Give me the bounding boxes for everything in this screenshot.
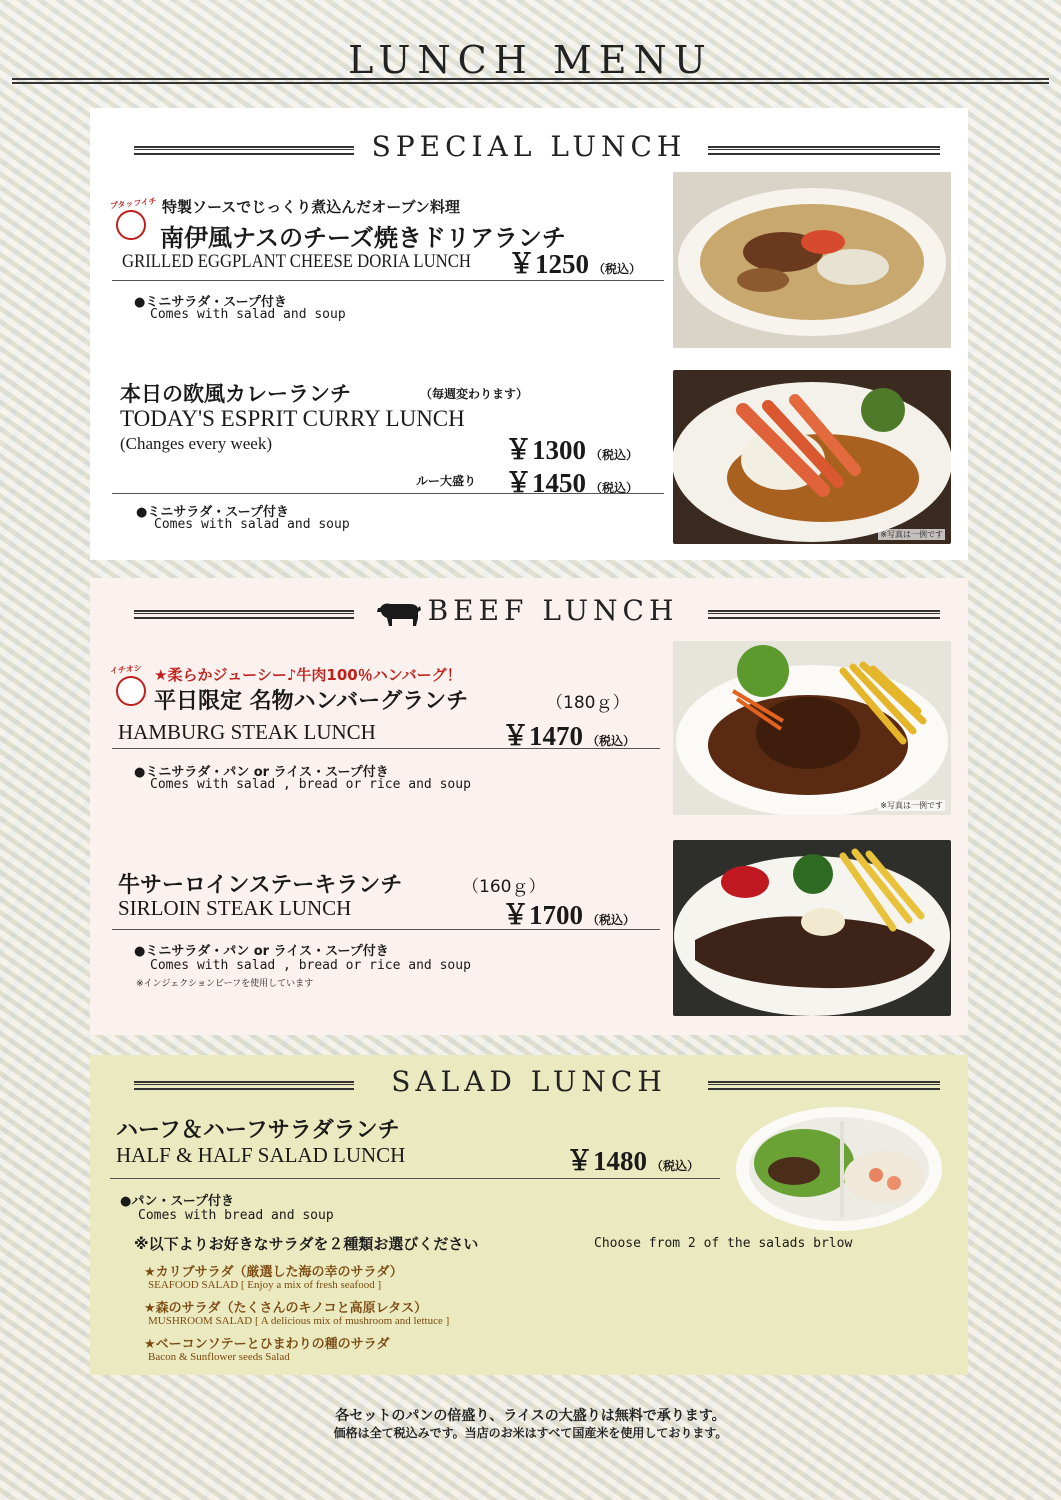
- footer-note: 各セットのパンの倍盛り、ライスの大盛りは無料で承ります。: [335, 1408, 726, 1424]
- item-price: ￥1470 （税込）: [502, 721, 636, 751]
- salad-option-en: MUSHROOM SALAD [ A delicious mix of mushroom and lettuce ]: [148, 1315, 450, 1327]
- sirloin-photo: [673, 840, 951, 1016]
- item-tagline: 特製ソースでじっくり煮込んだオーブン料理: [162, 198, 460, 216]
- item-bullet: ●ミニサラダ・パン or ライス・スープ付き: [134, 944, 389, 959]
- rooster-icon: [116, 676, 146, 706]
- choose-instruction-en: Choose from 2 of the salads brlow: [594, 1236, 853, 1251]
- item-bullet-en: Comes with bread and soup: [138, 1208, 334, 1223]
- salad-lunch-section: [90, 1055, 968, 1375]
- item-price: ￥1480 （税込）: [566, 1146, 700, 1176]
- item-name-en: HAMBURG STEAK LUNCH: [118, 720, 376, 744]
- beef-lunch-section: [90, 578, 968, 1035]
- item-name-jp: 平日限定 名物ハンバーグランチ: [154, 689, 469, 714]
- rooster-icon: [116, 210, 146, 240]
- item-weight: （180ｇ）: [546, 693, 630, 713]
- salad-option: ★カリブサラダ（厳選した海の幸のサラダ）: [144, 1265, 403, 1280]
- item-price: ￥1250 （税込）: [508, 249, 642, 279]
- item-name-jp: ハーフ＆ハーフサラダランチ: [116, 1118, 400, 1143]
- item-name-en: SIRLOIN STEAK LUNCH: [118, 896, 352, 920]
- item-bullet-en: Comes with salad and soup: [150, 307, 346, 322]
- page-title: LUNCH MENU: [348, 38, 713, 82]
- item-note-en: (Changes every week): [120, 434, 272, 453]
- item-footnote: ※インジェクションビーフを使用しています: [136, 979, 314, 989]
- item-note: （毎週変わります）: [420, 387, 529, 401]
- salad-option-en: Bacon & Sunflower seeds Salad: [148, 1351, 290, 1363]
- salad-option: ★ベーコンソテーとひまわりの種のサラダ: [144, 1337, 390, 1352]
- item-name-jp: 牛サーロインステーキランチ: [118, 873, 403, 898]
- large-size-label: ルー大盛り: [416, 474, 477, 488]
- item-bullet-en: Comes with salad and soup: [154, 517, 350, 532]
- item-bullet: ●ミニサラダ・スープ付き: [136, 505, 289, 520]
- item-bullet: ●パン・スープ付き: [120, 1194, 235, 1209]
- salad-option: ★森のサラダ（たくさんのキノコと高原レタス）: [144, 1301, 428, 1316]
- salad-option-en: SEAFOOD SALAD [ Enjoy a mix of fresh seafood ]: [148, 1279, 382, 1291]
- item-price: ￥1700 （税込）: [502, 900, 636, 930]
- section-header: [90, 594, 968, 634]
- section-title: SPECIAL LUNCH: [371, 130, 687, 163]
- item-name-jp: 南伊風ナスのチーズ焼きドリアランチ: [160, 224, 566, 252]
- curry-photo: [673, 370, 951, 544]
- item-bullet: ●ミニサラダ・スープ付き: [134, 295, 287, 310]
- item-name-jp: 本日の欧風カレーランチ: [120, 382, 351, 406]
- photo-note: ※写真は一例です: [880, 530, 943, 539]
- item-weight: （160ｇ）: [462, 877, 546, 897]
- section-header: [90, 130, 968, 170]
- doria-photo: [673, 172, 951, 348]
- header-rule: [12, 78, 1049, 84]
- item-bullet: ●ミニサラダ・パン or ライス・スープ付き: [134, 765, 389, 780]
- hamburg-photo: [673, 641, 951, 815]
- item-tagline: ★柔らかジューシー♪牛肉100％ハンバーグ！: [154, 666, 462, 684]
- section-title: SALAD LUNCH: [391, 1065, 667, 1098]
- item-name-en: TODAY'S ESPRIT CURRY LUNCH: [120, 406, 465, 431]
- item-name-en: GRILLED EGGPLANT CHEESE DORIA LUNCH: [122, 251, 471, 272]
- large-size-price: ￥1450 （税込）: [505, 468, 639, 498]
- section-title: BEEF LUNCH: [427, 594, 679, 627]
- choose-instruction: ※以下よりお好きなサラダを２種類お選びください: [134, 1235, 479, 1253]
- section-header: [90, 1065, 968, 1105]
- special-lunch-section: [90, 108, 968, 560]
- item-bullet-en: Comes with salad , bread or rice and soup: [150, 777, 471, 792]
- salad-photo: [734, 1105, 944, 1233]
- item-bullet-en: Comes with salad , bread or rice and soup: [150, 958, 471, 973]
- footer-note: 価格は全て税込みです。当店のお米はすべて国産米を使用しております。: [333, 1426, 728, 1440]
- recommend-badge: イチオシ: [112, 664, 152, 712]
- item-price: ￥1300 （税込）: [505, 435, 639, 465]
- item-name-en: HALF & HALF SALAD LUNCH: [116, 1143, 406, 1167]
- photo-note: ※写真は一例です: [880, 801, 943, 810]
- recommend-badge: ブタッフイチ: [112, 198, 152, 246]
